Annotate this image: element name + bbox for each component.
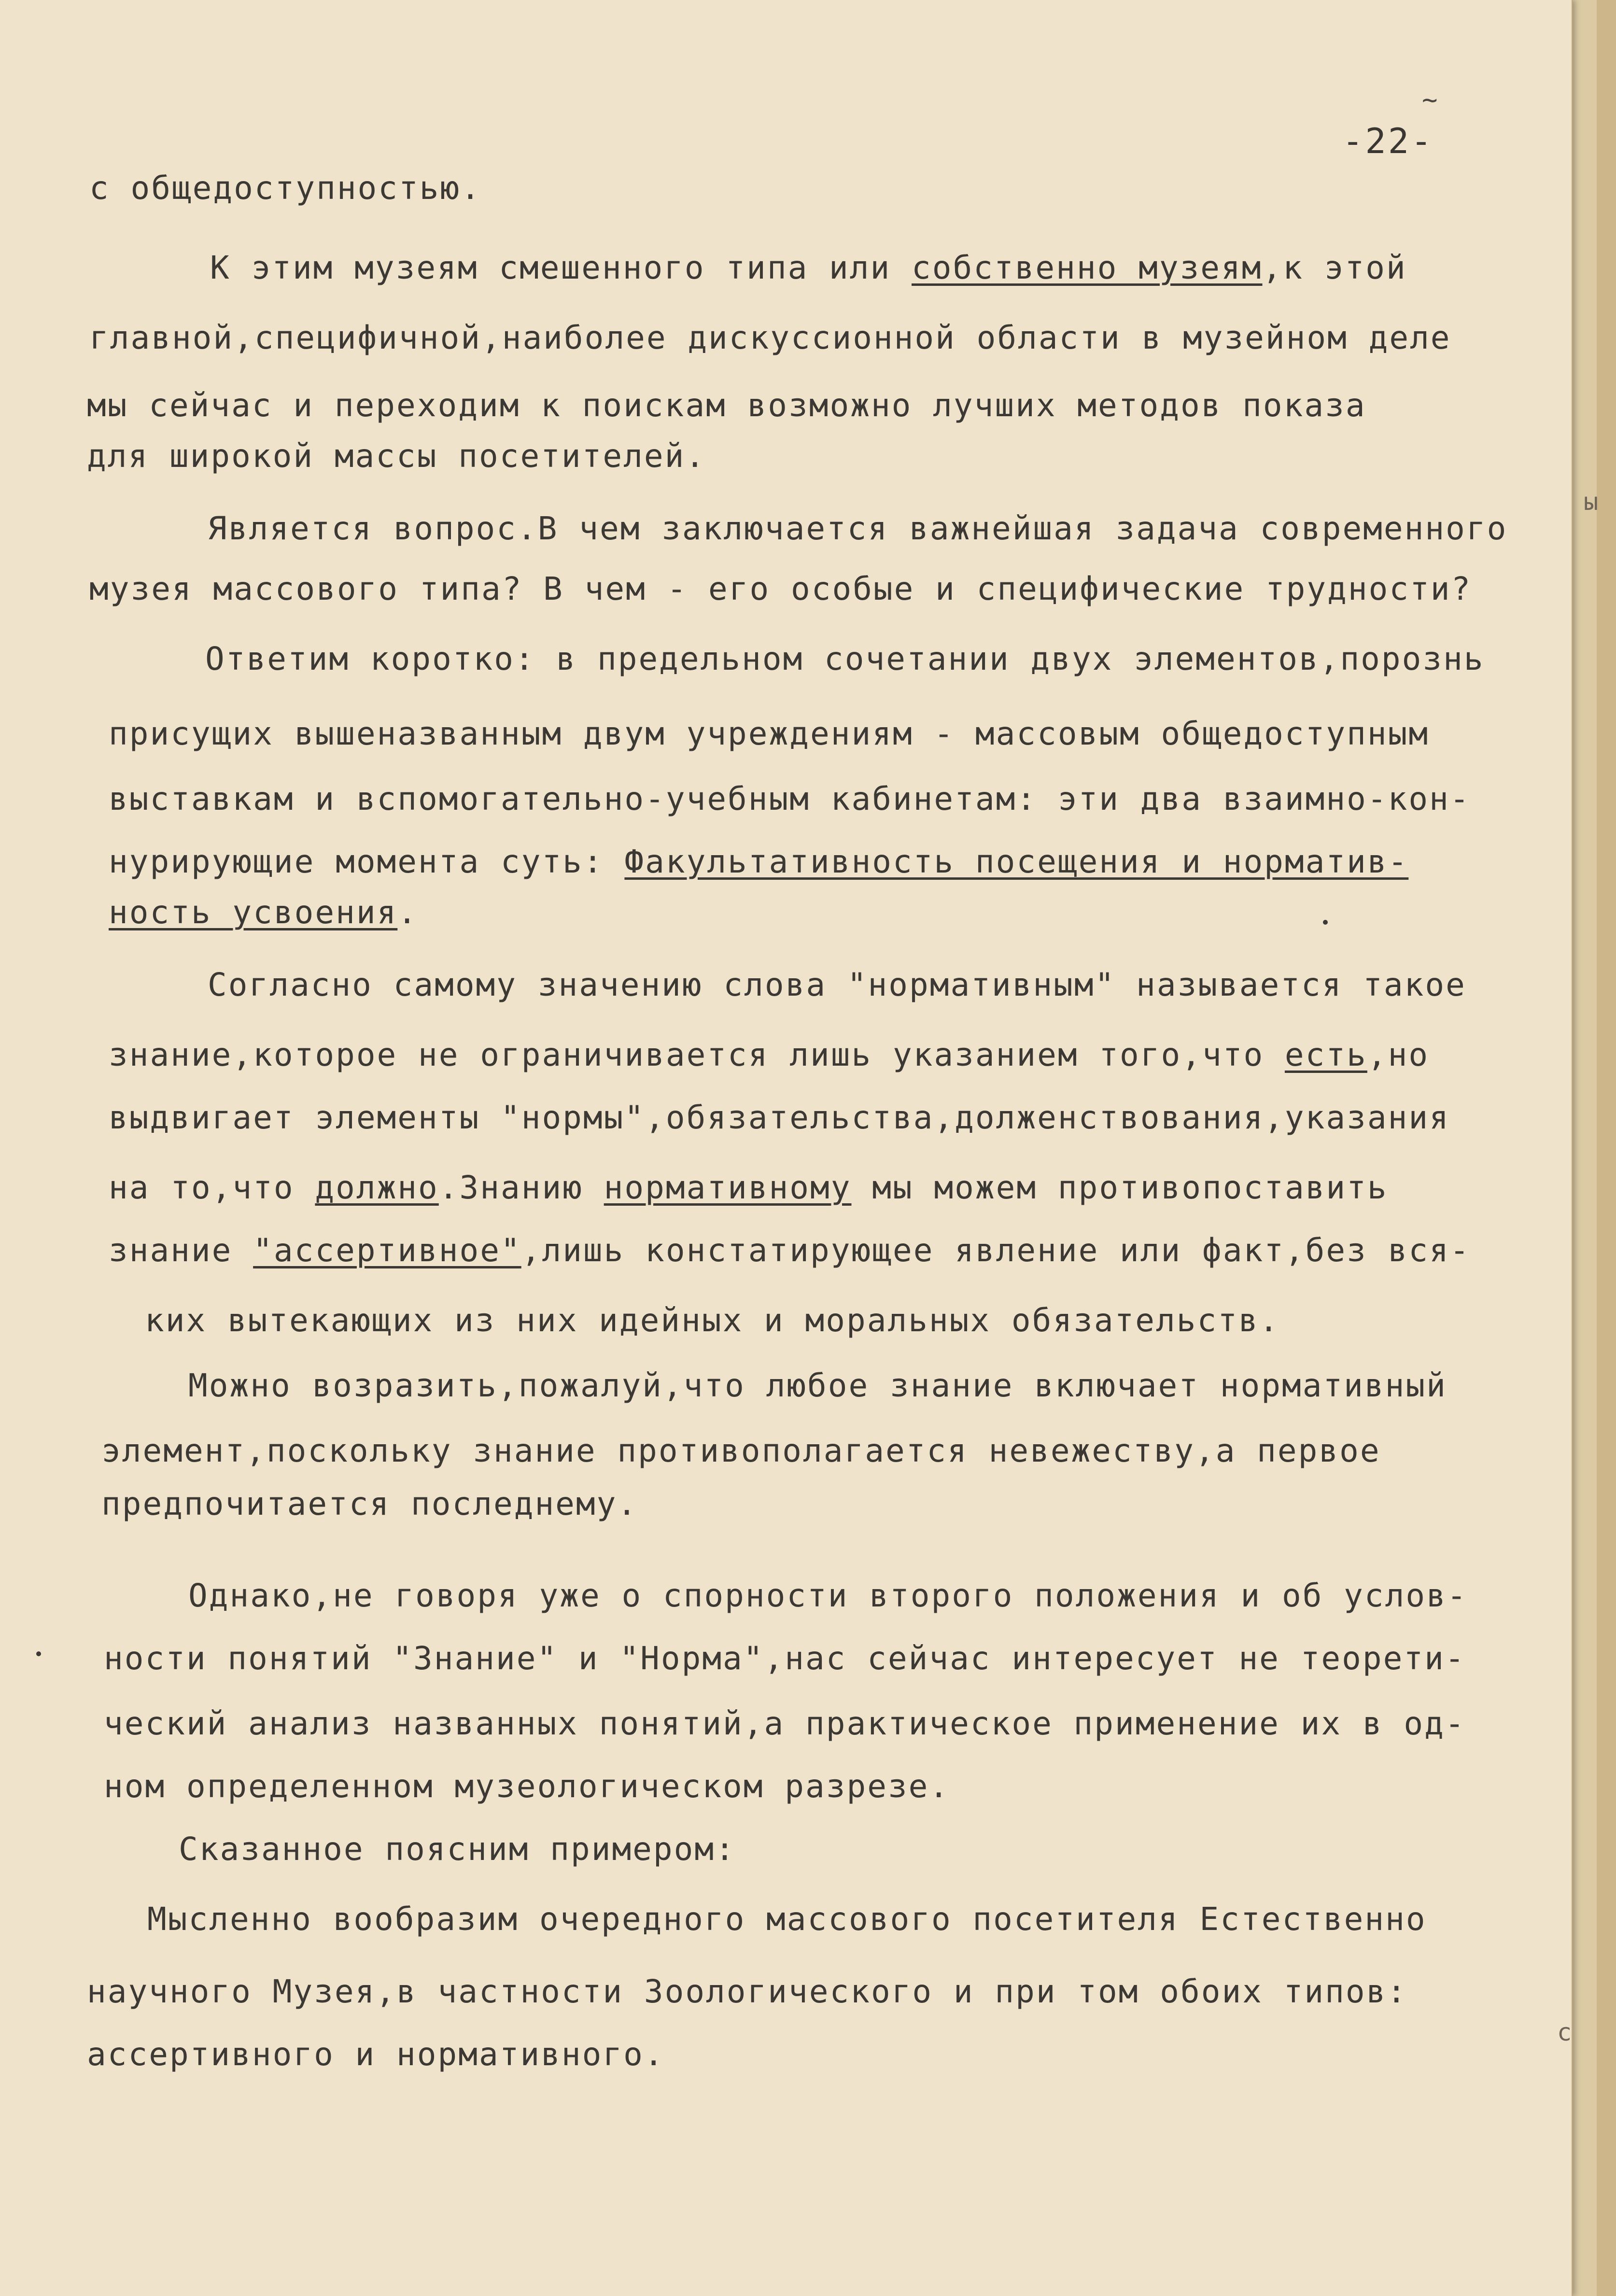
text-line (101, 1485, 638, 1523)
text-line (109, 1169, 1388, 1207)
text-line (109, 715, 1429, 753)
text-segment: элемент,поскольку знание противополагается невежеству,а первое (101, 1432, 1381, 1469)
text-line (89, 570, 1472, 608)
underlined-text: собственно музеям (912, 249, 1263, 286)
text-segment: нурирующие момента суть: (109, 843, 625, 880)
text-segment: научного Музея,в частности Зоологического и при том обоих типов: (87, 1973, 1408, 2010)
text-line (109, 1036, 1429, 1074)
text-segment: К этим музеям смешенного типа или (210, 249, 912, 286)
text-line (87, 386, 1366, 425)
text-line (188, 1366, 1447, 1405)
text-line (101, 1432, 1381, 1470)
underlined-text: ность усвоения (109, 894, 398, 931)
text-line (109, 843, 1408, 881)
text-segment: ких вытекающих из них идейных и моральных обязательств. (145, 1302, 1280, 1339)
text-line (87, 1972, 1407, 2011)
text-line (109, 1231, 1471, 1270)
text-segment: мы сейчас и переходим к поискам возможно лучших методов показа (87, 387, 1366, 424)
text-segment: знание,которое не ограничивается лишь указанием того,что (109, 1036, 1285, 1073)
text-segment: ности понятий "Знание" и "Норма",нас сейчас интересует не теорети- (104, 1640, 1466, 1677)
text-segment: ,лишь констатирующее явление или факт,без вся- (521, 1232, 1471, 1269)
underlined-text: есть (1284, 1036, 1367, 1073)
text-line (205, 640, 1485, 678)
text-segment: ,но (1367, 1036, 1430, 1073)
text-line (145, 1301, 1279, 1340)
text-line (104, 1704, 1466, 1743)
text-segment: выдвигает элементы "нормы",обязательства,долженствования,указания (109, 1099, 1450, 1136)
text-line (104, 1767, 950, 1806)
text-line (179, 1830, 736, 1869)
page-mark: ~ (1422, 85, 1438, 115)
text-segment: выставкам и вспомогательно-учебным кабинетам: эти два взаимно-кон- (109, 780, 1471, 817)
text-segment: ,к этой (1262, 249, 1407, 286)
text-line (109, 780, 1471, 818)
text-line (188, 1577, 1468, 1615)
text-segment: Ответим коротко: в предельном сочетании двух элементов,порознь (205, 640, 1485, 677)
text-segment: для широкой массы посетителей. (87, 437, 706, 475)
text-segment: Согласно самому значению слова "нормативным" называется такое (208, 966, 1466, 1003)
text-segment: на то,что (109, 1169, 315, 1206)
text-line (109, 1099, 1450, 1137)
text-line (208, 966, 1466, 1004)
underlined-text: нормативному (604, 1169, 852, 1206)
text-segment: ном определенном музеологическом разрезе. (104, 1768, 950, 1805)
text-segment: ческий анализ названных понятий,а практическое применение их в од- (104, 1705, 1466, 1742)
text-line (104, 1639, 1466, 1678)
underlined-text: "ассертивное" (253, 1232, 521, 1269)
ink-dot (36, 1651, 41, 1656)
text-line (208, 509, 1507, 548)
text-segment: Однако,не говоря уже о спорности второго положения и об услов- (188, 1577, 1468, 1614)
text-line (109, 893, 418, 932)
text-line (87, 2035, 665, 2074)
text-line (87, 437, 706, 476)
text-line (147, 1900, 1427, 1939)
margin-mark: с (1557, 2018, 1572, 2046)
text-segment: Можно возразить,пожалуй,что любое знание включает нормативный (188, 1367, 1447, 1404)
text-segment: Является вопрос.В чем заключается важнейшая задача современного (208, 510, 1508, 547)
text-segment: Мысленно вообразим очередного массового посетителя Естественно (147, 1901, 1427, 1938)
page-number: -22- (1342, 121, 1434, 161)
text-segment: Сказанное поясним примером: (179, 1831, 736, 1868)
margin-mark: ы (1584, 488, 1599, 516)
text-segment: главной,специфичной,наиболее дискуссионной области в музейном деле (89, 319, 1451, 356)
text-line (210, 249, 1407, 287)
underlined-text: должно (315, 1169, 439, 1206)
text-segment: присущих вышеназванным двум учреждениям - массовым общедоступным (109, 715, 1430, 752)
text-segment: . (397, 894, 419, 931)
text-segment: с общедоступностью. (89, 169, 481, 207)
text-segment: знание (109, 1232, 253, 1269)
text-segment: .Знанию (438, 1169, 604, 1206)
text-line (89, 169, 481, 208)
text-segment: музея массового типа? В чем - его особые и специфические трудности? (89, 570, 1472, 607)
ink-dot (1323, 920, 1328, 925)
text-segment: предпочитается последнему. (101, 1485, 638, 1522)
text-segment: мы можем противопоставить (851, 1169, 1388, 1206)
text-line (89, 319, 1451, 357)
text-segment: ассертивного и нормативного. (87, 2036, 665, 2073)
underlined-text: Факультативность посещения и норматив- (624, 843, 1409, 880)
